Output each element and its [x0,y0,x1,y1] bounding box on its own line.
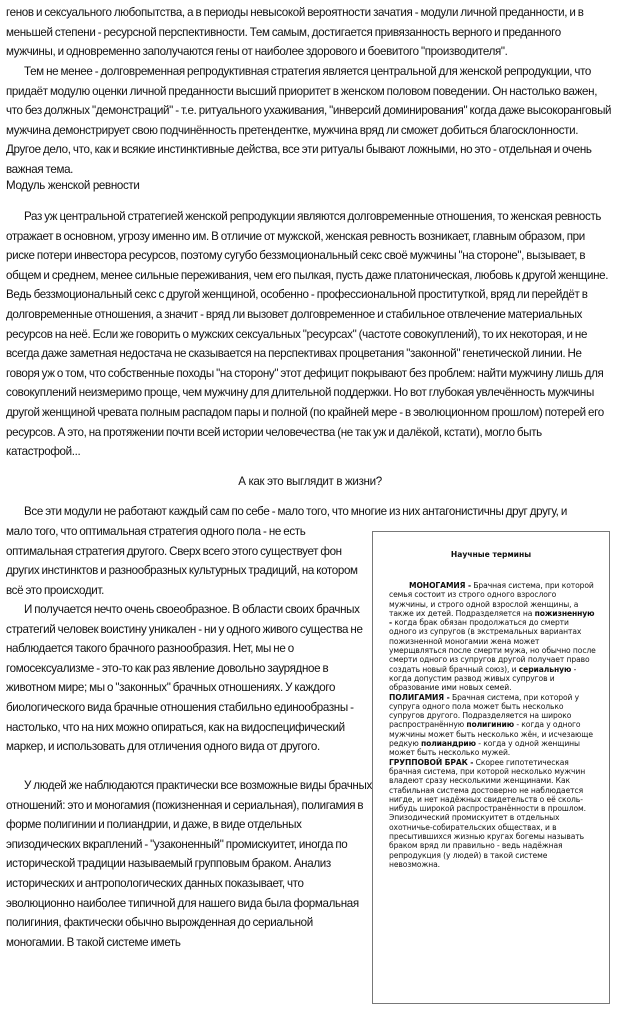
term-monogamy-label: МОНОГАМИЯ - [409,581,471,590]
term-polyandry-label: полиандрию [420,739,476,749]
term-polyandry-text: - когда у одной женщины может быть несколько мужей. [389,739,580,758]
term-group-label: ГРУППОВОЙ БРАК - [389,757,474,767]
term-lifelong-text: когда брак обязан продолжаться до смерти одного из супругов (в экстремальных вариантах пожизненной моногамии жена может умерщвляться после смерти мужа, но обычно после смерти одного из супругов другой получает право создать новый брачный союз), и [389,618,596,674]
paragraph-1: генов и сексуального любопытства, а в периоды невысокой вероятности зачатия - модули личной преданности, и в меньшей степени - ресурсной перспективности. Тем самым, достигается привязанность верного и преданного мужчины, и одновременно заполучаются гены от наиболее здорового и боевитого "производителя". [6,6,584,59]
terms-sidebar-box [372,531,610,1004]
term-group-text: Скорее гипотетическая брачная система, при которой несколько мужчин владеют сразу несколькими женщинами. Как стабильная система достоверно не наблюдается нигде, и нет надёжных свидетельств о её сколь-нибудь широкой распространённости в прошлом. Эпизодический промискуитет в отдельных охотничье-собирательских обществах, и в пресытившихся жизнью кругах богемы называть браком вряд ли правильно - ведь надёжная репродукция (у людей) в такой системе невозможна. [389,757,586,869]
paragraph-4: мало того, что оптимальная стратегия одного пола - не есть оптимальная стратегия другого. Сверх всего этого существует фон других инстинктов и разнообразных культурных традиций, на котором всё это происходит. [6,525,358,597]
terms-box-title: Научные термины [450,550,532,559]
term-polygamy-text: Брачная система, при которой у супруга одного пола может быть несколько супругов другого. Подразделяется на широко распространённую [389,692,580,730]
section-heading-jealousy: Модуль женской ревности [6,179,140,192]
term-polygamy-label: ПОЛИГАМИЯ - [389,692,450,702]
paragraph-3: Раз уж центральной стратегией женской репродукции являются долговременные отношения, то женская ревность отражает в основном, угрозу именно им. В отличие от мужской, женская ревность возникает, главным образом, при риске потери инвестора ресурсов, поэтому сугубо беззмоциональный секс своё мужчины "на стороне", вызывает, в общем и среднем, менее сильные переживания, чем его пылкая, пусть даже платоническая, любовь к другой женщине. Ведь беззмоциональный секс с другой женщиной, особенно - профессиональной проституткой, вряд ли перейдёт в долговременные отношения, а значит - вряд ли вызовет долговременное и стабильное отвлечение материальных ресурсов на неё. Если же говорить о мужских сексуальных "ресурсах" (частоте совокуплений), то их некоторая, и не всегда даже заметная недостача не сказывается на перспективах процветания "законной" генетической линии. Не говоря уж о том, что собственные походы "на сторону" этот дефицит покрывают без проблем: найти мужчину лишь для совокуплений неизмеримо проще, чем мужчину для длительной поддержки. Но вот глубокая увлечённость мужчины другой женщиной чревата полным распадом пары и полной (по крайней мере - в эволюционном прошлом) потерей его ресурсов. А это, на протяжении почти всей истории человечества (не так уж и далёкой, кстати), могло быть катастрофой... [6,210,609,459]
paragraph-5: И получается нечто очень своеобразное. В области своих брачных стратегий человек воистину уникален - ни у одного живого существа не наблюдается такого брачного разнообразия. Нет, мы не о гомосексуализме - это-то как раз явление довольно заурядное в животном мире; мы о "законных" брачных отношениях. У каждого биологического вида брачные отношения стабильно единообразны - настолько, что на них можно опираться, как на видоспецифический маркер, и использовать для отличения одного вида от другого. [6,603,363,754]
section-heading-life: А как это выглядит в жизни? [238,475,382,488]
term-polygyny-text: - когда у одного мужчины может быть несколько жён, и исчезающе редкую [389,720,593,749]
term-serial-label: сериальную [518,664,572,674]
term-polygamy [389,693,597,758]
term-monogamy-text: Брачная система, при которой семья состоит из строго одного взрослого мужчины, и строго одной взрослой женщины, а также их детей. Подразделяется на [389,581,594,618]
term-serial-text: - когда допустим развод живых супругов и образование ими новых семей. [389,664,577,693]
term-lifelong-label: пожизненную - [389,608,595,628]
term-monogamy [389,581,597,693]
term-group-marriage [389,758,597,870]
paragraph-2: Тем не менее - долговременная репродуктивная стратегия является центральной для женской репродукции, что придаёт модулю оценки личной преданности высший приоритет в женском половом поведении. Он настолько важен, что без должных "демонстраций" - т.е. ритуального ухаживания, "инверсий доминирования" когда даже высокоранговый мужчина демонстрирует свою подчинённость претендентке, мужчина вряд ли сможет добиться благосклонности. Другое дело, что, как и всякие инстинктивные действа, все эти ритуалы бывают ложными, но это - отдельная и очень важная тема. [6,65,612,176]
terms-box-body [373,581,609,869]
paragraph-6: У людей же наблюдаются практически все возможные виды брачных отношений: это и моногамия (пожизненная и сериальная), полигамия в форме полигинии и полиандрии, и даже, в виде отдельных эпизодических вкраплений - "узаконенный" промискуитет, иногда по исторической традиции называемый групповым браком. Анализ исторических и антропологических данных показывает, что эволюционно наиболее типичной для нашего вида была формальная полигиния, фактически обычно вырожденная до сериальной моногамии. В такой системе иметь [6,779,372,949]
term-polygyny-label: полигинию [466,720,515,730]
paragraph-4-first-line: Все эти модули не работают каждый сам по себе - мало того, что многие из них антагонистичны друг другу, и [24,505,567,518]
